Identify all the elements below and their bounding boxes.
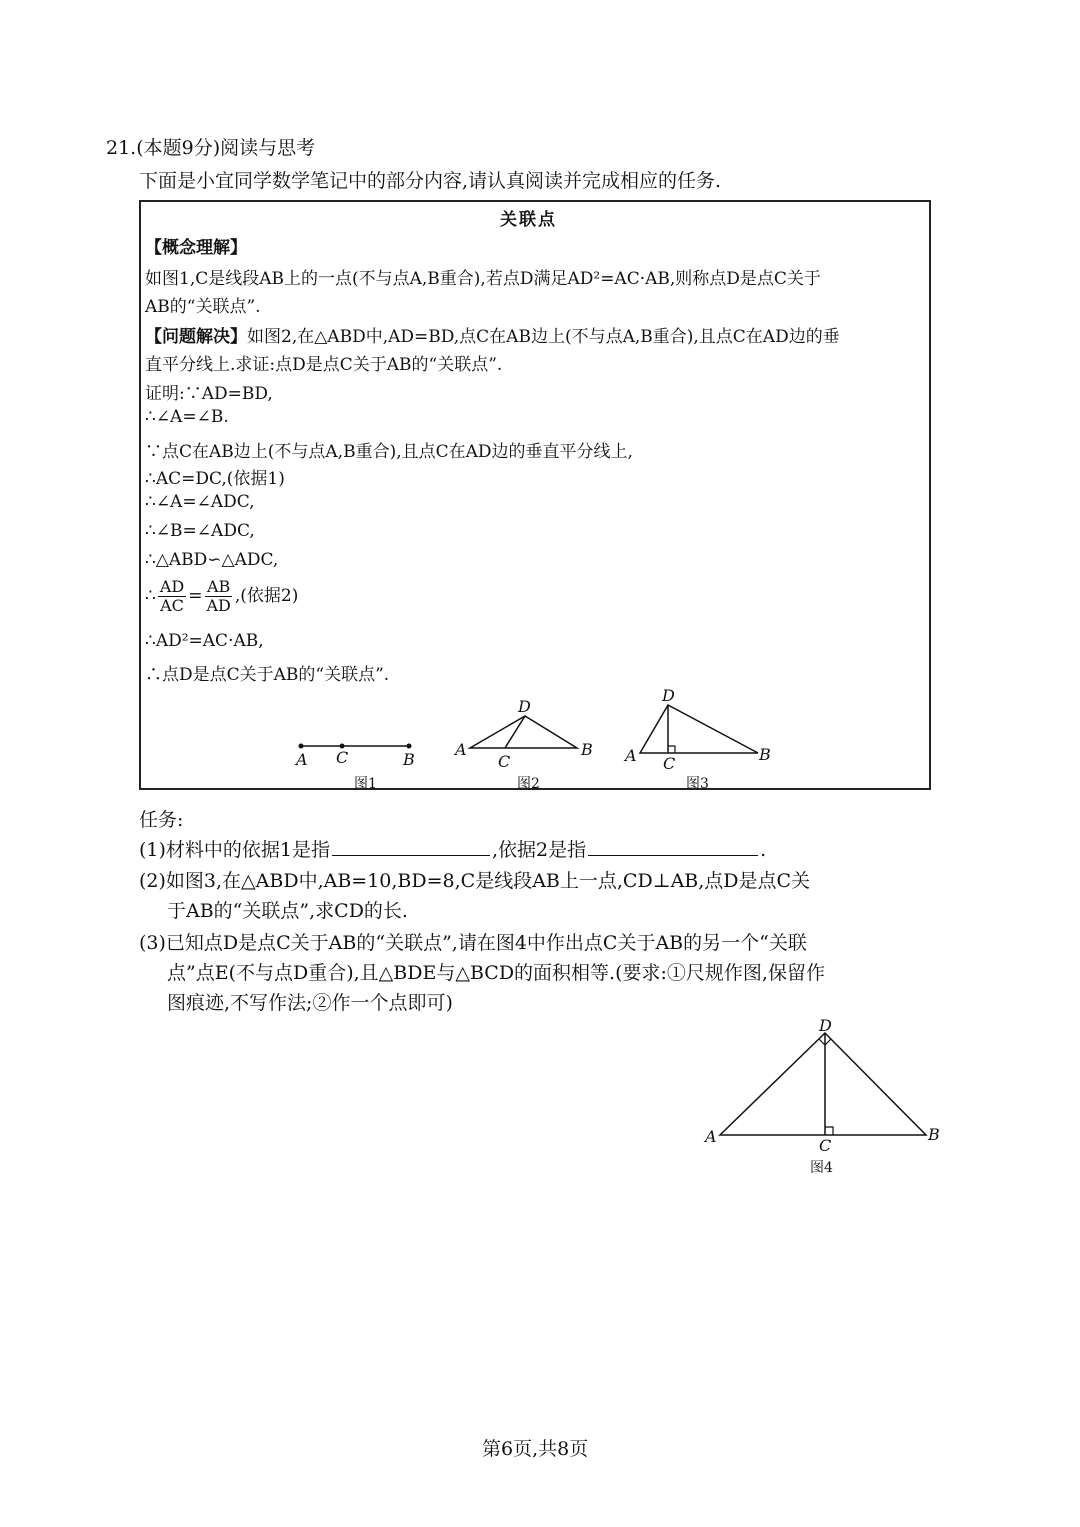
task-2-line-1: (2)如图3,在△ABD中,AB=10,BD=8,C是线段AB上一点,CD⊥AB,点D是点C关 (139, 870, 811, 892)
task-3-line-3: 图痕迹,不写作法;②作一个点即可) (167, 992, 453, 1014)
proof-line: 证明:∵AD=BD, (145, 384, 273, 404)
task-1 (139, 835, 766, 862)
task-3-line-2: 点”点E(不与点D重合),且△BDE与△BCD的面积相等.(要求:①尺规作图,保留作 (167, 962, 825, 984)
figure-1-caption: 图1 (354, 776, 377, 792)
equals-sign: = (188, 586, 203, 606)
task-1-text: (1)材料中的依据1是指 (139, 839, 331, 861)
proof-line: ∴△ABD∽△ADC, (145, 550, 279, 570)
label-c: C (336, 748, 349, 767)
question-title: 21.(本题9分)阅读与思考 (106, 137, 316, 159)
problem-text-1: 如图2,在△ABD中,AD=BD,点C在AB边上(不与点A,B重合),且点C在AD边的垂 (247, 327, 840, 347)
page-footer: 第6页,共8页 (482, 1438, 589, 1460)
question-intro: 下面是小宜同学数学笔记中的部分内容,请认真阅读并完成相应的任务. (139, 170, 722, 192)
fraction-denominator: AD (206, 596, 231, 615)
task-1-text: ,依据2是指 (492, 839, 587, 861)
label-a: A (625, 746, 637, 765)
answer-blank-1[interactable] (332, 837, 490, 856)
proof-line: ∴AD²=AC·AB, (145, 631, 264, 651)
task-1-period: . (760, 839, 767, 861)
fraction-numerator: AD (159, 577, 185, 596)
label-a: A (705, 1127, 717, 1146)
proof-line: ∴∠A=∠B. (145, 407, 229, 427)
label-b: B (928, 1125, 940, 1144)
concept-line-1: 如图1,C是线段AB上的一点(不与点A,B重合),若点D满足AD²=AC·AB,则称点D是点C关于 (145, 269, 821, 289)
figure-3-caption: 图3 (686, 776, 709, 792)
fraction-reason: ,(依据2) (234, 586, 299, 606)
figure-2-caption: 图2 (517, 776, 540, 792)
label-b: B (403, 750, 415, 769)
label-d: D (518, 697, 531, 716)
fraction-numerator: AB (207, 577, 231, 596)
label-c: C (819, 1136, 832, 1155)
therefore-symbol: ∴ (145, 586, 156, 606)
label-d: D (819, 1016, 832, 1035)
concept-heading: 【概念理解】 (145, 238, 247, 258)
task-2-line-2: 于AB的“关联点”,求CD的长. (167, 900, 408, 922)
proof-line: ∴∠A=∠ADC, (145, 492, 255, 512)
concept-line-2: AB的“关联点”. (145, 297, 261, 317)
label-c: C (498, 752, 511, 771)
label-b: B (759, 745, 771, 764)
proof-line: ∴点D是点C关于AB的“关联点”. (145, 665, 390, 685)
problem-line-2: 直平分线上.求证:点D是点C关于AB的“关联点”. (145, 355, 503, 375)
label-b: B (581, 740, 593, 759)
note-title: 关联点 (500, 210, 557, 230)
label-d: D (662, 686, 675, 705)
proof-line: ∴∠B=∠ADC, (145, 521, 255, 541)
problem-heading: 【问题解决】 (145, 327, 247, 347)
fraction-denominator: AC (160, 596, 184, 615)
proof-line: ∵点C在AB边上(不与点A,B重合),且点C在AD边的垂直平分线上, (145, 442, 633, 462)
label-c: C (663, 754, 676, 773)
figure-4-caption: 图4 (810, 1160, 833, 1176)
label-a: A (296, 750, 308, 769)
answer-blank-2[interactable] (588, 837, 758, 856)
label-a: A (455, 740, 467, 759)
tasks-heading: 任务: (139, 809, 184, 831)
proof-line: ∴AC=DC,(依据1) (145, 469, 285, 489)
task-3-line-1: (3)已知点D是点C关于AB的“关联点”,请在图4中作出点C关于AB的另一个“关联 (139, 932, 807, 954)
